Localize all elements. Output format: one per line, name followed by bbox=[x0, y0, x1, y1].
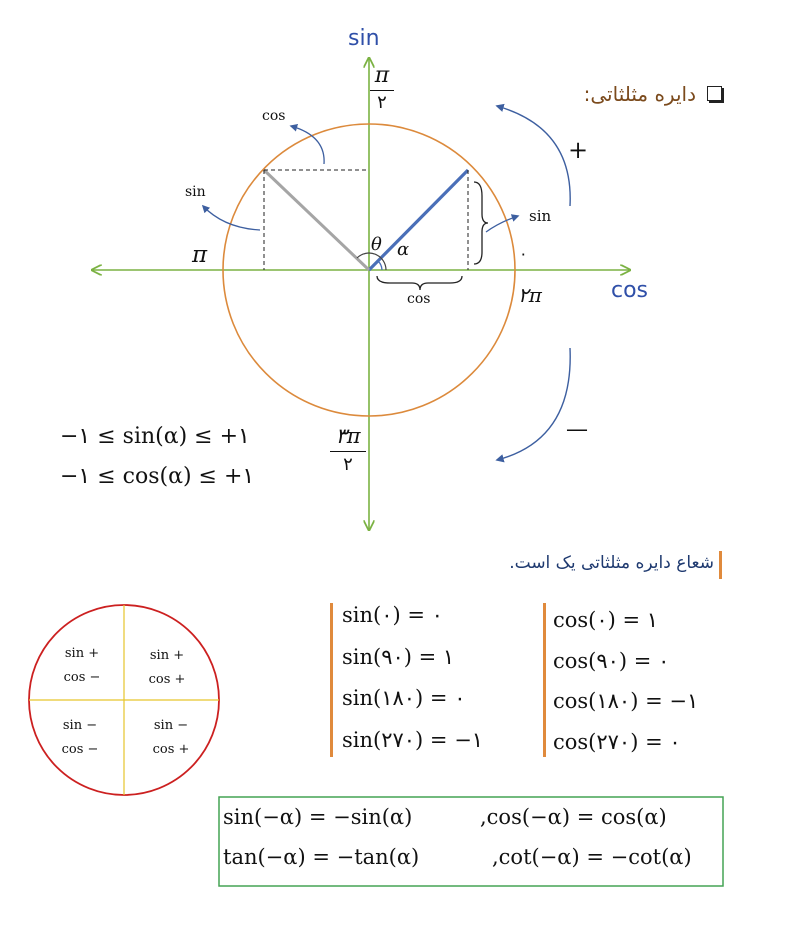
pi-half-numerator: π bbox=[374, 63, 390, 88]
quadrant-1-label: sin + cos + bbox=[148, 648, 186, 687]
label-zero: ۰ bbox=[519, 244, 528, 263]
alpha-label: α bbox=[397, 239, 410, 260]
identity-cos: ,cos(−α) = cos(α) bbox=[480, 805, 667, 829]
sin-value-270: sin(۲۷۰) = −۱ bbox=[342, 728, 484, 752]
cos-range: −۱ ≤ cos(α) ≤ +۱ bbox=[60, 464, 255, 489]
label-pi-over-2 bbox=[370, 64, 394, 113]
arrow-sin-left bbox=[203, 206, 260, 230]
alpha-arc bbox=[378, 261, 382, 270]
cos-values-bar bbox=[543, 603, 546, 757]
cos-value-90: cos(۹۰) = ۰ bbox=[553, 649, 670, 673]
cos-value-180: cos(۱۸۰) = −۱ bbox=[553, 689, 699, 713]
cos-value-270: cos(۲۷۰) = ۰ bbox=[553, 730, 681, 754]
sin-value-180: sin(۱۸۰) = ۰ bbox=[342, 686, 466, 710]
arrow-plus bbox=[497, 106, 570, 206]
minus-sign: — bbox=[566, 417, 588, 442]
quadrant-3-label: sin − cos − bbox=[61, 718, 99, 757]
pi-half-denominator: ۲ bbox=[377, 92, 387, 113]
identity-cot: ,cot(−α) = −cot(α) bbox=[492, 845, 692, 869]
radius-note-bar bbox=[719, 551, 722, 579]
label-pi: π bbox=[192, 242, 208, 268]
checkbox-icon bbox=[707, 86, 722, 101]
radius-note: شعاع دایره مثلثاتی یک است. bbox=[509, 553, 714, 573]
sin-right-label: sin bbox=[529, 207, 552, 225]
section-header bbox=[540, 80, 726, 110]
sin-value-90: sin(۹۰) = ۱ bbox=[342, 645, 455, 669]
sin-range: −۱ ≤ sin(α) ≤ +۱ bbox=[60, 424, 250, 449]
radius-theta bbox=[264, 170, 369, 270]
arrow-minus bbox=[497, 348, 570, 460]
sin-values-bar bbox=[330, 603, 333, 757]
cos-bottom-label: cos bbox=[407, 291, 431, 307]
sin-left-label: sin bbox=[185, 184, 206, 200]
label-2pi: ۲π bbox=[518, 283, 542, 307]
arrow-sin-right bbox=[486, 216, 518, 232]
x-axis-label: cos bbox=[611, 278, 649, 303]
three-pi-half-numerator: ۳π bbox=[335, 424, 361, 448]
identity-tan: tan(−α) = −tan(α) bbox=[223, 845, 420, 869]
cos-brace bbox=[377, 276, 462, 290]
sin-value-0: sin(۰) = ۰ bbox=[342, 603, 443, 627]
y-axis-label: sin bbox=[348, 26, 380, 51]
three-pi-half-denominator: ۲ bbox=[343, 454, 353, 475]
sin-brace bbox=[474, 182, 488, 264]
radius-alpha bbox=[369, 170, 468, 270]
quadrant-4-label: sin − cos + bbox=[152, 718, 190, 757]
label-3pi-over-2 bbox=[330, 424, 366, 475]
section-title: دایره مثلثاتی: bbox=[583, 82, 696, 106]
arrow-cos-top bbox=[291, 126, 324, 164]
quadrant-2-label: sin + cos − bbox=[63, 646, 101, 685]
plus-sign: + bbox=[568, 136, 589, 164]
identity-sin: sin(−α) = −sin(α) bbox=[223, 805, 413, 829]
cos-top-label: cos bbox=[262, 108, 286, 124]
cos-value-0: cos(۰) = ۱ bbox=[553, 608, 659, 632]
theta-label: θ bbox=[371, 234, 382, 255]
